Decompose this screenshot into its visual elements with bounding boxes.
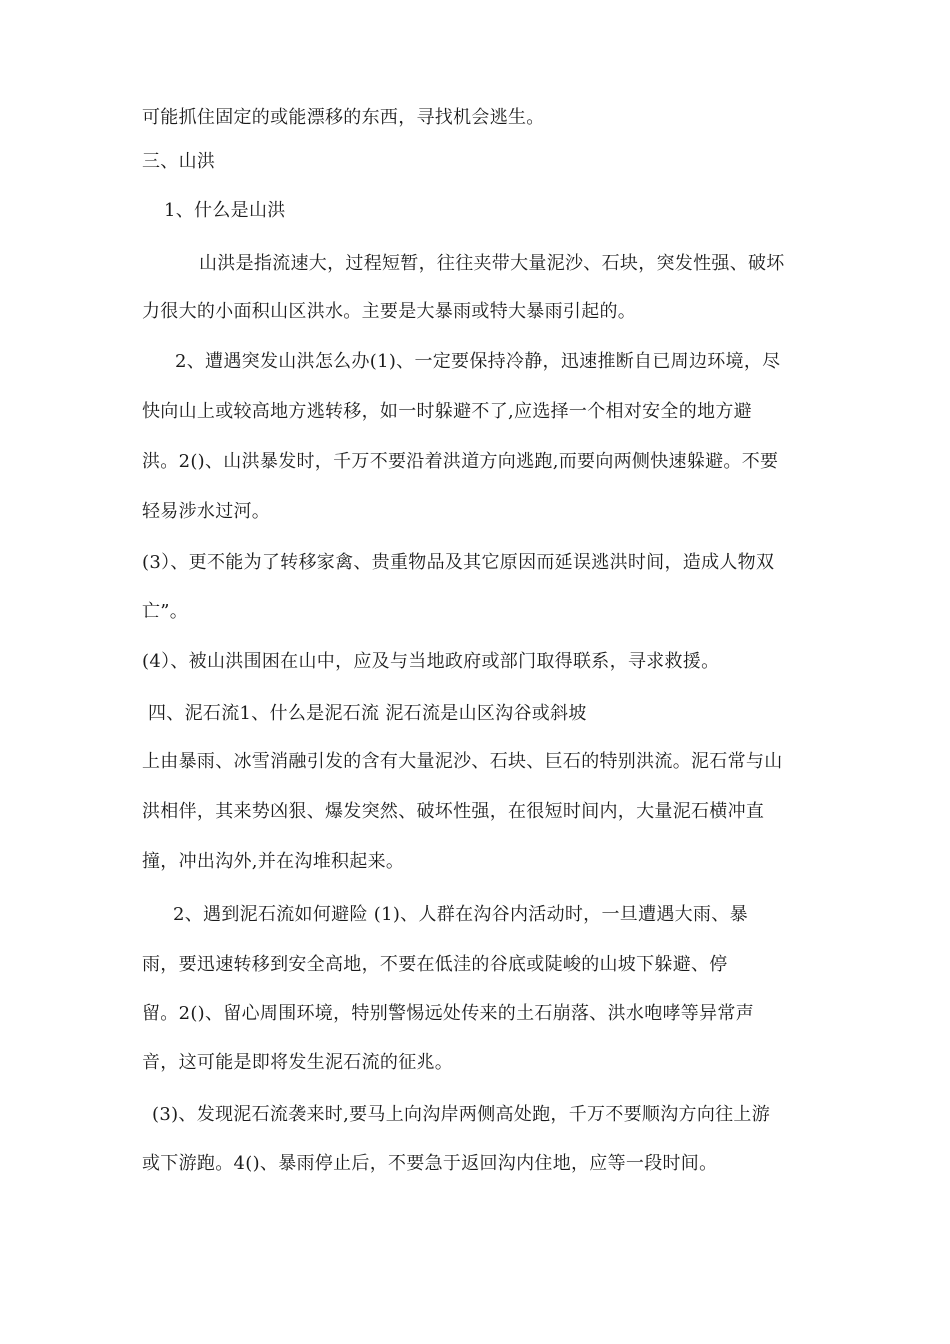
paragraph-line: 上由暴雨、冰雪消融引发的含有大量泥沙、石块、巨石的特别洪流。泥石常与山 (142, 751, 783, 772)
paragraph-line: 快向山上或较高地方逃转移，如一时躲避不了,应选择一个相对安全的地方避 (142, 401, 752, 422)
paragraph-line: 洪相伴，其来势凶狠、爆发突然、破坏性强，在很短时间内，大量泥石横冲直 (142, 801, 765, 822)
section-heading-debris-flow: 四、泥石流1、什么是泥石流 泥石流是山区沟谷或斜坡 (148, 703, 587, 724)
subheading-flash-flood-response: 2、遭遇突发山洪怎么办(1)、一定要保持冷静，迅速推断自已周边环境，尽 (175, 351, 781, 372)
paragraph-line: 亡”。 (142, 601, 189, 622)
paragraph-line: 撞，冲出沟外,并在沟堆积起来。 (142, 851, 405, 872)
paragraph-line: (4）、被山洪围困在山中，应及与当地政府或部门取得联系，寻求救援。 (142, 651, 720, 672)
paragraph-line: 留。2()、留心周围环境，特别警惕远处传来的土石崩落、洪水咆哮等异常声 (142, 1003, 754, 1024)
paragraph-line: 洪。2()、山洪暴发时，千万不要沿着洪道方向逃跑,而要向两侧快速躲避。不要 (142, 451, 779, 472)
paragraph-line: 音，这可能是即将发生泥石流的征兆。 (142, 1052, 454, 1073)
paragraph-line: 或下游跑。4()、暴雨停止后，不要急于返回沟内住地，应等一段时间。 (142, 1153, 718, 1174)
paragraph-line: 轻易涉水过河。 (142, 501, 271, 522)
text-line-continuation: 可能抓住固定的或能漂移的东西，寻找机会逃生。 (142, 107, 545, 128)
paragraph-line: (3）、更不能为了转移家禽、贵重物品及其它原因而延误逃洪时间，造成人物双 (142, 552, 775, 573)
paragraph-line: 力很大的小面积山区洪水。主要是大暴雨或特大暴雨引起的。 (142, 301, 637, 322)
subheading-what-is-flash-flood: 1、什么是山洪 (164, 200, 286, 221)
paragraph-line: 雨，要迅速转移到安全高地，不要在低洼的谷底或陡峻的山坡下躲避、停 (142, 954, 728, 975)
paragraph-line: 山洪是指流速大，过程短暂，往往夹带大量泥沙、石块，突发性强、破坏 (199, 253, 785, 274)
section-heading-flash-flood: 三、山洪 (142, 151, 216, 172)
paragraph-line: (3)、发现泥石流袭来时,要马上向沟岸两侧高处跑，千万不要顺沟方向往上游 (152, 1104, 771, 1125)
subheading-debris-flow-response: 2、遇到泥石流如何避险 (1)、人群在沟谷内活动时，一旦遭遇大雨、暴 (173, 904, 748, 925)
